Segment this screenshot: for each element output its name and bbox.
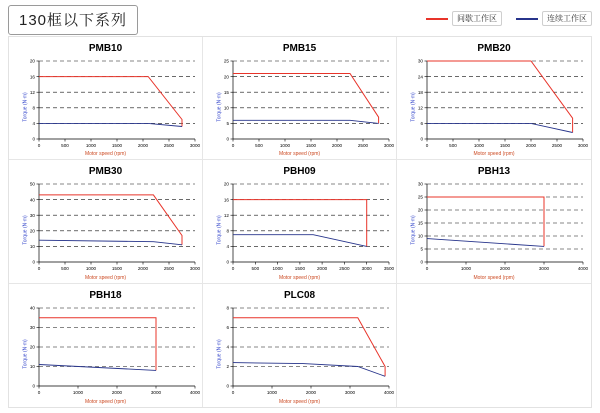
svg-text:25: 25 [223, 58, 229, 64]
svg-text:40: 40 [29, 197, 35, 203]
svg-text:1500: 1500 [294, 266, 306, 272]
page-header [0, 0, 600, 34]
x-axis-label: Motor speed (rpm) [84, 274, 127, 281]
chart-plot-wrap [9, 302, 202, 406]
svg-text:4000: 4000 [189, 389, 201, 395]
svg-text:3500: 3500 [383, 266, 395, 272]
legend-swatch-intermittent [426, 18, 448, 20]
chart-plot [9, 302, 203, 406]
svg-text:4: 4 [32, 121, 35, 127]
svg-text:40: 40 [29, 305, 35, 311]
svg-text:8: 8 [32, 105, 35, 111]
svg-text:1500: 1500 [499, 143, 511, 148]
svg-text:500: 500 [255, 143, 263, 148]
svg-text:0: 0 [231, 266, 235, 272]
svg-text:3000: 3000 [383, 143, 395, 148]
svg-text:0: 0 [226, 136, 229, 142]
svg-text:4000: 4000 [577, 266, 589, 272]
y-axis-label: Torque (N·m) [216, 92, 223, 122]
svg-text:6: 6 [226, 324, 229, 330]
svg-text:2500: 2500 [163, 266, 175, 272]
svg-text:30: 30 [417, 182, 423, 188]
chart-title: PMB20 [477, 43, 511, 54]
svg-text:4000: 4000 [383, 389, 395, 395]
svg-text:3000: 3000 [189, 266, 201, 272]
svg-text:20: 20 [29, 58, 35, 64]
svg-text:0: 0 [425, 143, 429, 148]
series-continuous [39, 364, 156, 370]
series-intermittent [233, 200, 367, 247]
x-axis-label: Motor speed (rpm) [473, 151, 515, 158]
chart-cell-pmb15 [203, 37, 397, 160]
svg-text:0: 0 [226, 260, 229, 266]
svg-text:15: 15 [417, 221, 423, 227]
x-axis-label: Motor speed (rpm) [473, 274, 515, 281]
x-axis-label: Motor speed (rpm) [84, 399, 127, 405]
chart-plot [397, 178, 591, 282]
svg-text:0: 0 [231, 389, 235, 395]
svg-text:500: 500 [61, 143, 69, 148]
chart-title: PMB30 [88, 166, 123, 178]
svg-text:12: 12 [29, 89, 35, 95]
chart-plot [203, 178, 397, 282]
svg-text:3000: 3000 [361, 266, 372, 272]
chart-title: PBH09 [283, 166, 316, 178]
svg-text:3000: 3000 [150, 389, 162, 395]
svg-text:10: 10 [29, 363, 35, 369]
series-continuous [233, 362, 385, 376]
chart-title: PLC08 [283, 289, 316, 301]
y-axis-label: Torque (N·m) [410, 92, 417, 122]
svg-text:30: 30 [29, 324, 35, 330]
svg-text:500: 500 [449, 143, 457, 148]
series-intermittent [233, 74, 379, 124]
y-axis-label: Torque (N·m) [22, 92, 29, 122]
series-intermittent [39, 195, 182, 245]
svg-text:25: 25 [417, 195, 423, 201]
chart-title: PBH13 [477, 166, 511, 178]
chart-plot-wrap [397, 178, 591, 282]
chart-plot-wrap [9, 178, 202, 282]
svg-text:2000: 2000 [316, 266, 328, 272]
chart-grid [8, 36, 592, 408]
svg-text:1000: 1000 [72, 389, 84, 395]
svg-text:0: 0 [226, 383, 229, 389]
svg-text:1000: 1000 [272, 266, 283, 272]
svg-text:12: 12 [223, 213, 229, 219]
legend-label-intermittent: 间歇工作区 [452, 11, 502, 26]
chart-plot-wrap [203, 302, 396, 406]
chart-cell-pbh18 [9, 284, 203, 407]
svg-text:3000: 3000 [538, 266, 550, 272]
chart-cell-pmb30 [9, 160, 203, 283]
x-axis-label: Motor speed (rpm) [84, 151, 127, 158]
svg-text:1500: 1500 [111, 143, 123, 148]
chart-plot [9, 178, 203, 282]
svg-text:15: 15 [223, 89, 229, 95]
legend-swatch-continuous [516, 18, 538, 20]
svg-text:2000: 2000 [499, 266, 511, 272]
series-continuous [427, 123, 573, 132]
svg-text:2500: 2500 [339, 266, 350, 272]
svg-text:0: 0 [231, 143, 235, 148]
series-continuous [39, 123, 182, 126]
svg-text:3000: 3000 [344, 389, 356, 395]
svg-text:18: 18 [417, 89, 423, 95]
svg-text:1000: 1000 [85, 143, 97, 148]
y-axis-label: Torque (N·m) [22, 338, 29, 369]
svg-text:2500: 2500 [551, 143, 563, 148]
svg-text:1000: 1000 [460, 266, 472, 272]
svg-text:0: 0 [425, 266, 429, 272]
chart-plot-wrap [9, 55, 202, 159]
y-axis-label: Torque (N·m) [216, 338, 223, 369]
x-axis-label: Motor speed (rpm) [278, 274, 321, 281]
svg-text:20: 20 [29, 228, 35, 234]
svg-text:2000: 2000 [331, 143, 343, 148]
svg-text:500: 500 [61, 266, 69, 272]
chart-cell-pmb10 [9, 37, 203, 160]
series-continuous [233, 120, 379, 123]
svg-text:24: 24 [417, 74, 423, 80]
svg-text:0: 0 [37, 389, 41, 395]
chart-plot [397, 55, 591, 159]
legend-item-intermittent [426, 11, 502, 26]
x-axis-label: Motor speed (rpm) [278, 399, 321, 405]
svg-text:1000: 1000 [266, 389, 278, 395]
series-continuous [427, 239, 544, 247]
series-continuous [39, 241, 182, 246]
svg-text:2000: 2000 [305, 389, 317, 395]
svg-text:0: 0 [32, 260, 35, 266]
legend-item-continuous [516, 11, 592, 26]
svg-text:2000: 2000 [111, 389, 123, 395]
svg-text:2000: 2000 [137, 143, 149, 148]
svg-text:30: 30 [29, 213, 35, 219]
legend-label-continuous: 连续工作区 [542, 11, 592, 26]
svg-text:5: 5 [226, 121, 229, 127]
svg-text:0: 0 [420, 136, 423, 142]
svg-text:2500: 2500 [357, 143, 369, 148]
svg-text:20: 20 [223, 74, 229, 80]
svg-text:8: 8 [226, 305, 229, 311]
chart-cell-pbh13 [397, 160, 591, 283]
svg-text:16: 16 [29, 74, 35, 80]
svg-text:10: 10 [29, 244, 35, 250]
svg-text:20: 20 [223, 182, 229, 188]
chart-plot [9, 55, 203, 159]
svg-text:0: 0 [37, 143, 41, 148]
svg-text:1000: 1000 [279, 143, 291, 148]
series-intermittent [39, 77, 182, 127]
svg-text:2000: 2000 [525, 143, 537, 148]
page-title: 130框以下系列 [8, 5, 138, 35]
legend [426, 11, 592, 26]
svg-text:12: 12 [417, 105, 423, 111]
chart-title: PMB10 [88, 43, 123, 54]
svg-text:6: 6 [420, 121, 423, 127]
series-continuous [233, 235, 367, 247]
chart-cell-pbh09 [203, 160, 397, 283]
svg-text:30: 30 [417, 58, 423, 64]
svg-text:0: 0 [32, 136, 35, 142]
svg-text:0: 0 [37, 266, 41, 272]
svg-text:1000: 1000 [85, 266, 97, 272]
svg-text:50: 50 [29, 182, 35, 188]
svg-text:20: 20 [29, 344, 35, 350]
svg-text:10: 10 [223, 105, 229, 111]
y-axis-label: Torque (N·m) [22, 215, 29, 246]
svg-text:3000: 3000 [577, 143, 589, 148]
svg-text:20: 20 [417, 208, 423, 214]
svg-text:4: 4 [226, 244, 229, 250]
svg-text:10: 10 [417, 234, 423, 240]
svg-text:1500: 1500 [305, 143, 317, 148]
svg-text:500: 500 [251, 266, 260, 272]
chart-plot-wrap [397, 55, 591, 159]
svg-text:2500: 2500 [163, 143, 175, 148]
svg-text:2: 2 [226, 363, 229, 369]
svg-text:0: 0 [32, 383, 35, 389]
y-axis-label: Torque (N·m) [410, 215, 417, 246]
y-axis-label: Torque (N·m) [216, 215, 223, 246]
svg-text:8: 8 [226, 228, 229, 234]
svg-text:1000: 1000 [473, 143, 485, 148]
series-intermittent [427, 61, 573, 133]
svg-text:2000: 2000 [137, 266, 149, 272]
series-intermittent [427, 197, 544, 246]
series-intermittent [39, 317, 156, 370]
svg-text:0: 0 [420, 260, 423, 266]
x-axis-label: Motor speed (rpm) [278, 151, 321, 158]
svg-text:3000: 3000 [189, 143, 201, 148]
chart-cell-empty [397, 284, 591, 407]
chart-cell-pmb20 [397, 37, 591, 160]
chart-title: PMB15 [282, 43, 317, 54]
chart-plot [203, 302, 397, 406]
chart-cell-plc08 [203, 284, 397, 407]
chart-title: PBH18 [89, 289, 122, 301]
svg-text:1500: 1500 [111, 266, 123, 272]
chart-plot-wrap [203, 178, 396, 282]
svg-text:4: 4 [226, 344, 229, 350]
svg-text:16: 16 [223, 197, 229, 203]
svg-text:5: 5 [420, 247, 423, 253]
chart-plot-wrap [203, 55, 396, 159]
chart-plot [203, 55, 397, 159]
